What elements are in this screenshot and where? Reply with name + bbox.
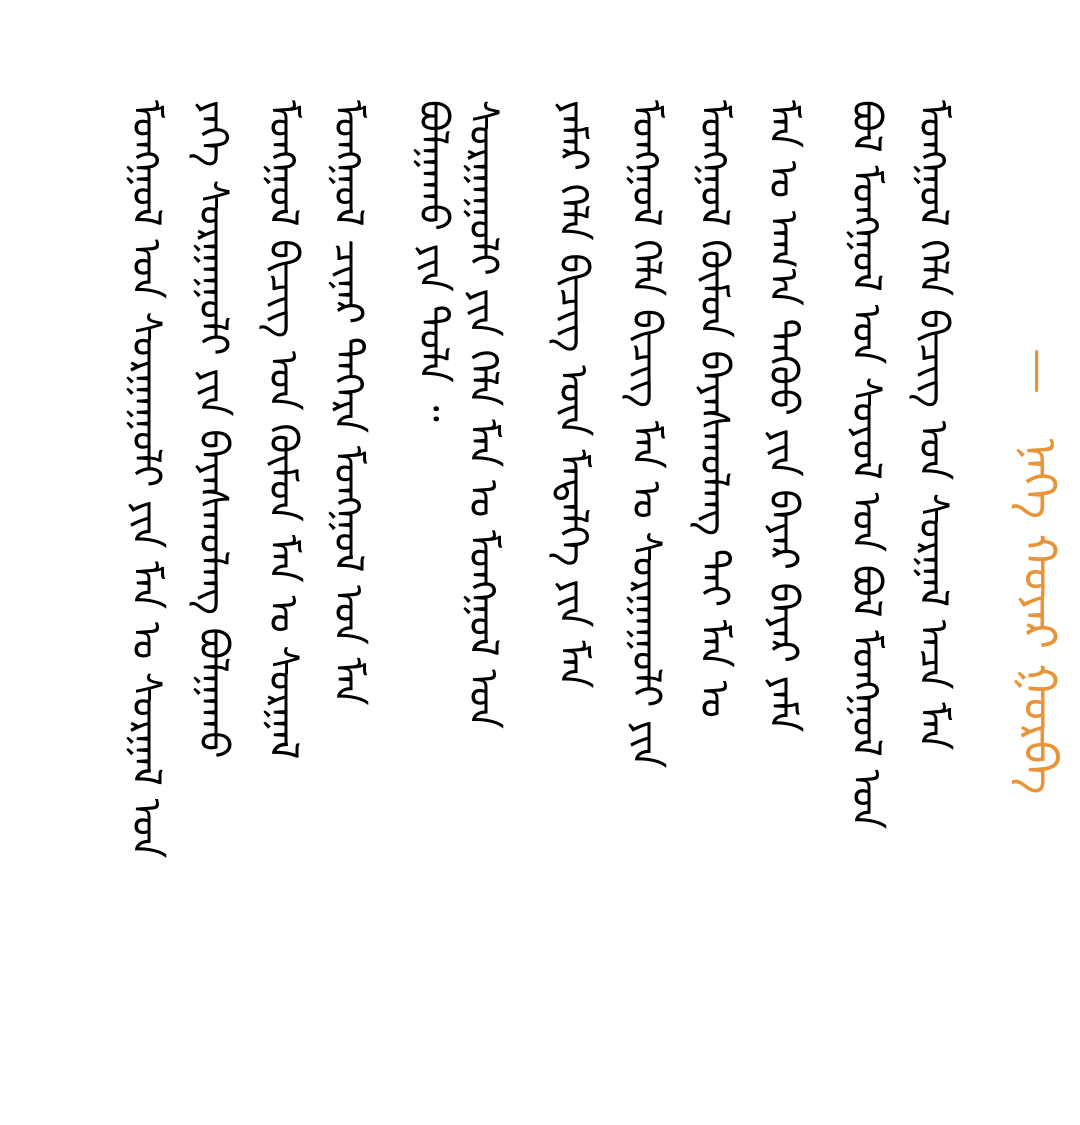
text-column-4: ᠮᠣᠩᠭᠣᠯ ᠬᠦᠮᠦᠨ ᠪᠠᠶᠠᠰᠬᠤᠯᠠᠩ ᠲᠠᠢ ᠮᠠᠨ ᠤ [691, 100, 737, 718]
text-column-1: ᠮᠣᠩᠭᠣᠯ ᠬᠡᠯᠡ ᠪᠢᠴᠢᠭ ᠤᠨ ᠰᠤᠷᠭᠠᠯ ᠠᠴᠠ ᠮᠠᠨ [910, 100, 956, 751]
text-column-6: ᠶᠠᠮᠠᠷ ᠬᠡᠯᠡ ᠪᠢᠴᠢᠭ ᠦᠨ ᠮᠡᠳᠡᠯᠭᠡ ᠶᠢᠨ ᠮᠠᠨ [550, 100, 596, 689]
text-column-12: ᠮᠣᠩᠭᠣᠯ ᠤᠨ ᠰᠤᠷᠭᠠᠭᠤᠯᠢ ᠶᠢᠨ ᠮᠠᠨ ᠤ ᠰᠤᠷᠭᠠᠯ ᠤᠨ [123, 100, 169, 859]
text-column-5: ᠮᠣᠩᠭᠣᠯ ᠬᠡᠯᠡ ᠪᠢᠴᠢᠭ ᠮᠠᠨ ᠤ ᠰᠤᠷᠭᠠᠭᠤᠯᠢ ᠶᠢᠨ [623, 100, 669, 769]
text-column-11: ᠶᠡᠬᠡ ᠰᠤᠷᠭᠠᠭᠤᠯᠢ ᠶᠢᠨ ᠪᠠᠶᠠᠰᠬᠤᠯᠠᠩ ᠪᠣᠯᠭᠠᠬᠤ [190, 100, 236, 759]
text-column-10: ᠮᠣᠩᠭᠣᠯ ᠪᠢᠴᠢᠭ ᠤᠨ ᠬᠦᠮᠦᠨ ᠮᠠᠨ ᠤ ᠰᠤᠷᠭᠠᠯ [260, 100, 306, 760]
title-dash: — [1013, 348, 1067, 394]
vertical-title [1010, 348, 1070, 1008]
text-column-2: ᠪᠣᠯ ᠮᠣᠩᠭᠣᠯ ᠤᠨ ᠰᠣᠶᠣᠯ ᠤᠨ ᠪᠣᠯ ᠮᠣᠩᠭᠣᠯ ᠤᠨ [843, 100, 889, 830]
title-text: ᠨᠡᠭᠡ ᠬᠣᠶᠠᠷ ᠭᠤᠷᠪᠠ [1013, 438, 1067, 795]
text-column-3: ᠮᠠᠨ ᠤ ᠠᠬ᠎ᠠ ᠳᠡᠭᠦᠦ ᠶᠢᠨ ᠪᠠᠶᠠᠷ ᠪᠠᠶᠠᠷ ᠶᠠᠮᠠ [760, 100, 806, 733]
text-column-9: ᠮᠣᠩᠭᠣᠯ ᠴᠢᠨᠠᠷ ᠳᠡᠭᠡᠷᠡ ᠮᠣᠩᠭᠣᠯ ᠤᠨ ᠮᠠᠨ [325, 100, 371, 706]
text-column-7: ᠰᠤᠷᠭᠠᠭᠤᠯᠢ ᠶᠢᠨ ᠬᠡᠯᠡ ᠮᠠᠨ ᠤ ᠮᠣᠩᠭᠣᠯ ᠤᠨ [460, 100, 506, 729]
text-column-8: ᠪᠣᠯᠭᠠᠬᠤ ᠶᠢᠨ ᠲᠤᠯᠠ ᠃ [410, 100, 456, 422]
